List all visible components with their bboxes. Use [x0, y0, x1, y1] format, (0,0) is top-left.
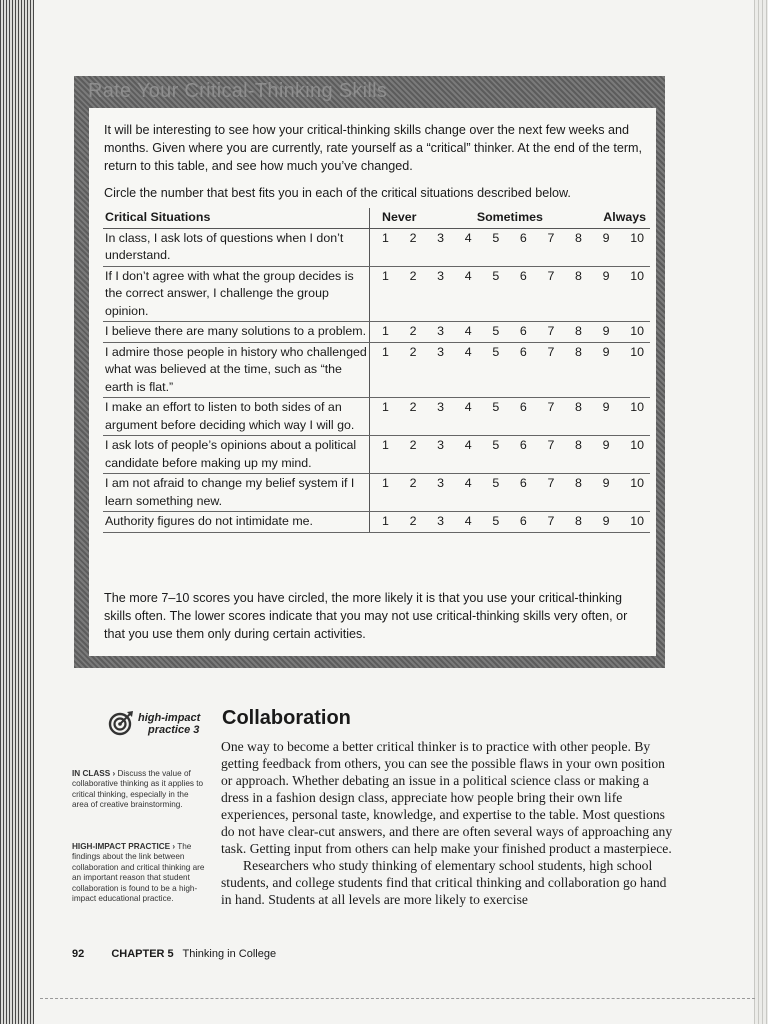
rating-option[interactable]: 10 — [630, 268, 644, 283]
rating-scale — [370, 228, 651, 266]
book-binding-edge — [0, 0, 34, 1024]
rating-option[interactable]: 2 — [409, 400, 417, 414]
rating-option[interactable]: 3 — [437, 344, 445, 359]
page-number: 92 — [72, 948, 85, 960]
rating-option[interactable]: 8 — [575, 400, 582, 414]
rating-option[interactable]: 7 — [547, 400, 555, 414]
rating-option[interactable]: 3 — [437, 438, 445, 452]
rating-option[interactable]: 7 — [547, 230, 555, 245]
rating-option[interactable]: 2 — [409, 476, 417, 490]
rating-option[interactable]: 2 — [409, 324, 417, 338]
rating-option[interactable]: 5 — [492, 476, 500, 490]
rating-option[interactable]: 10 — [630, 476, 644, 490]
rating-option[interactable]: 8 — [575, 230, 582, 245]
box-intro: It will be interesting to see how your critical-thinking skills change over the next few weeks and months. Given where you are currently, rate yourself as a “critical” thinker. At the end of the term, return to this table, and see how much you’ve changed. — [104, 123, 643, 173]
rating-option[interactable]: 9 — [602, 476, 610, 490]
in-class-label: IN CLASS › — [72, 769, 116, 778]
rating-option[interactable]: 7 — [547, 514, 555, 528]
rating-option[interactable]: 5 — [492, 230, 500, 245]
chapter-label: CHAPTER 5 — [111, 948, 174, 960]
rating-option[interactable]: 10 — [630, 344, 644, 359]
rating-option[interactable]: 2 — [409, 230, 417, 245]
rating-scale — [370, 322, 651, 343]
high-impact-label: high-impact practice 3 — [138, 712, 201, 736]
rating-option[interactable]: 6 — [519, 476, 527, 490]
rating-option[interactable]: 2 — [409, 438, 417, 452]
high-impact-practice-note — [72, 842, 207, 904]
rating-scale — [370, 342, 651, 398]
rating-option[interactable]: 4 — [464, 268, 472, 283]
rating-option[interactable]: 10 — [630, 438, 644, 452]
rating-scale — [370, 398, 651, 436]
ratings-header-row — [103, 208, 650, 228]
header-always: Always — [603, 210, 646, 224]
page-right-edge — [754, 0, 768, 1024]
situation-text: I believe there are many solutions to a problem. — [103, 322, 370, 343]
situation-text: I am not afraid to change my belief system if I learn something new. — [103, 474, 370, 512]
rating-option[interactable]: 3 — [437, 476, 445, 490]
page-footer — [72, 948, 276, 960]
situation-text: If I don’t agree with what the group decides is the correct answer, I challenge the group opinion. — [103, 266, 370, 322]
rating-option[interactable]: 9 — [602, 344, 610, 359]
header-never: Never — [382, 210, 417, 224]
rating-option[interactable]: 7 — [547, 476, 555, 490]
rating-option[interactable]: 3 — [437, 324, 445, 338]
rating-option[interactable]: 8 — [575, 344, 582, 359]
body-paragraph-1: One way to become a better critical thinker is to practice with other people. By getting feedback from others, you can see the possible flaws in your own position or approach. Whether debating an issue in a political science class or making a dress in a fashion design class, appreciate how people bring their own life experiences, personal taste, knowledge, and expertise to the table. Most questions do not have clear-cut answers, and there are often several ways of approaching any task. Getting input from others can help make your finished product a masterpiece. — [221, 739, 673, 856]
rating-scale — [370, 512, 651, 533]
rating-row — [103, 436, 650, 474]
rating-option[interactable]: 10 — [630, 230, 644, 245]
rating-option[interactable]: 7 — [547, 268, 555, 283]
rating-option[interactable]: 4 — [464, 514, 472, 528]
rating-option[interactable]: 5 — [492, 324, 500, 338]
rating-option[interactable]: 3 — [437, 230, 445, 245]
rating-option[interactable]: 3 — [437, 514, 445, 528]
rating-option[interactable]: 1 — [382, 476, 389, 490]
rating-row — [103, 474, 650, 512]
rating-option[interactable]: 1 — [382, 324, 389, 338]
rating-option[interactable]: 8 — [575, 268, 582, 283]
rating-option[interactable]: 6 — [519, 400, 527, 414]
header-sometimes: Sometimes — [476, 210, 543, 224]
rating-scale — [370, 436, 651, 474]
rating-option[interactable]: 8 — [575, 476, 582, 490]
rating-option[interactable]: 1 — [382, 268, 389, 283]
in-class-note — [72, 769, 207, 811]
rating-option[interactable]: 9 — [602, 514, 610, 528]
rating-option[interactable]: 8 — [575, 514, 582, 528]
rating-row — [103, 342, 650, 398]
rating-option[interactable]: 10 — [630, 514, 644, 528]
rating-option[interactable]: 2 — [409, 344, 417, 359]
box-title: Rate Your Critical-Thinking Skills — [88, 80, 388, 102]
rating-option[interactable]: 2 — [409, 514, 417, 528]
situation-text: I ask lots of people’s opinions about a political candidate before making up my mind. — [103, 436, 370, 474]
rating-option[interactable]: 5 — [492, 344, 500, 359]
body-paragraph-2: Researchers who study thinking of elementary school students, high school students, and college students find that critical thinking and collaboration go hand in hand. Students at all levels are more likely to exercise — [221, 858, 667, 907]
rating-option[interactable]: 5 — [492, 268, 500, 283]
hip-note-text: The findings about the link between collaboration and critical thinking are an important reason that student collaboration is found to be a high-impact educational practice. — [72, 842, 205, 904]
rating-option[interactable]: 6 — [519, 268, 527, 283]
rating-option[interactable]: 5 — [492, 514, 500, 528]
section-title: Collaboration — [222, 707, 351, 729]
rating-option[interactable]: 6 — [519, 344, 527, 359]
rating-option[interactable]: 8 — [575, 324, 582, 338]
rating-option[interactable]: 6 — [519, 514, 527, 528]
rating-option[interactable]: 7 — [547, 438, 555, 452]
rating-row — [103, 512, 650, 533]
rating-option[interactable]: 2 — [409, 268, 417, 283]
rating-row — [103, 398, 650, 436]
rating-option[interactable]: 9 — [602, 438, 610, 452]
rating-option[interactable]: 1 — [382, 344, 389, 359]
rating-option[interactable]: 3 — [437, 268, 445, 283]
rating-option[interactable]: 1 — [382, 514, 389, 528]
rating-option[interactable]: 7 — [547, 344, 555, 359]
chapter-title: Thinking in College — [182, 948, 277, 960]
rating-option[interactable]: 9 — [602, 400, 610, 414]
rating-option[interactable]: 9 — [602, 230, 610, 245]
rating-option[interactable]: 6 — [519, 324, 527, 338]
rating-scale — [370, 474, 651, 512]
hip-note-label: HIGH-IMPACT PRACTICE › — [72, 842, 176, 851]
in-class-text: Discuss the value of collaborative thinking as it applies to critical thinking, especially in the area of creative brainstorming. — [72, 769, 204, 810]
rating-option[interactable]: 1 — [382, 400, 389, 414]
rating-option[interactable]: 5 — [492, 400, 500, 414]
rating-scale — [370, 266, 651, 322]
rating-option[interactable]: 4 — [464, 400, 472, 414]
situation-text: Authority figures do not intimidate me. — [103, 512, 370, 533]
box-instruction: Circle the number that best fits you in each of the critical situations described below. — [104, 186, 571, 200]
situation-text: I make an effort to listen to both sides of an argument before deciding which way I will go. — [103, 398, 370, 436]
rating-option[interactable]: 9 — [602, 268, 610, 283]
high-impact-badge — [108, 708, 208, 744]
situation-text: I admire those people in history who challenged what was believed at the time, such as “the earth is flat.” — [103, 342, 370, 398]
rating-option[interactable]: 5 — [492, 438, 500, 452]
target-arrow-icon — [108, 710, 134, 736]
rating-option[interactable]: 4 — [464, 230, 472, 245]
rating-option[interactable]: 1 — [382, 230, 389, 245]
rating-option[interactable]: 10 — [630, 324, 644, 338]
rating-option[interactable]: 10 — [630, 400, 644, 414]
page-bottom-rule — [40, 998, 755, 999]
rating-option[interactable]: 4 — [464, 438, 472, 452]
rating-option[interactable]: 6 — [519, 438, 527, 452]
situation-text: In class, I ask lots of questions when I don’t understand. — [103, 228, 370, 266]
rating-option[interactable]: 8 — [575, 438, 582, 452]
rating-option[interactable]: 6 — [519, 230, 527, 245]
ratings-rows — [103, 228, 650, 532]
rating-option[interactable]: 3 — [437, 400, 445, 414]
rating-option[interactable]: 1 — [382, 438, 389, 452]
rating-option[interactable]: 9 — [602, 324, 610, 338]
box-outro: The more 7–10 scores you have circled, the more likely it is that you use your critical-thinking skills often. The lower scores indicate that you may not use critical-thinking skills very often, or that you use them only during certain activities. — [104, 591, 628, 641]
ratings-table — [103, 208, 650, 533]
rating-option[interactable]: 4 — [464, 344, 472, 359]
rating-row — [103, 266, 650, 322]
header-critical-situations: Critical Situations — [103, 208, 370, 228]
rating-row — [103, 322, 650, 343]
header-scale — [370, 208, 651, 228]
section-body — [221, 738, 675, 908]
rating-row — [103, 228, 650, 266]
rating-option[interactable]: 7 — [547, 324, 555, 338]
rating-option[interactable]: 4 — [464, 476, 472, 490]
rating-option[interactable]: 4 — [464, 324, 472, 338]
